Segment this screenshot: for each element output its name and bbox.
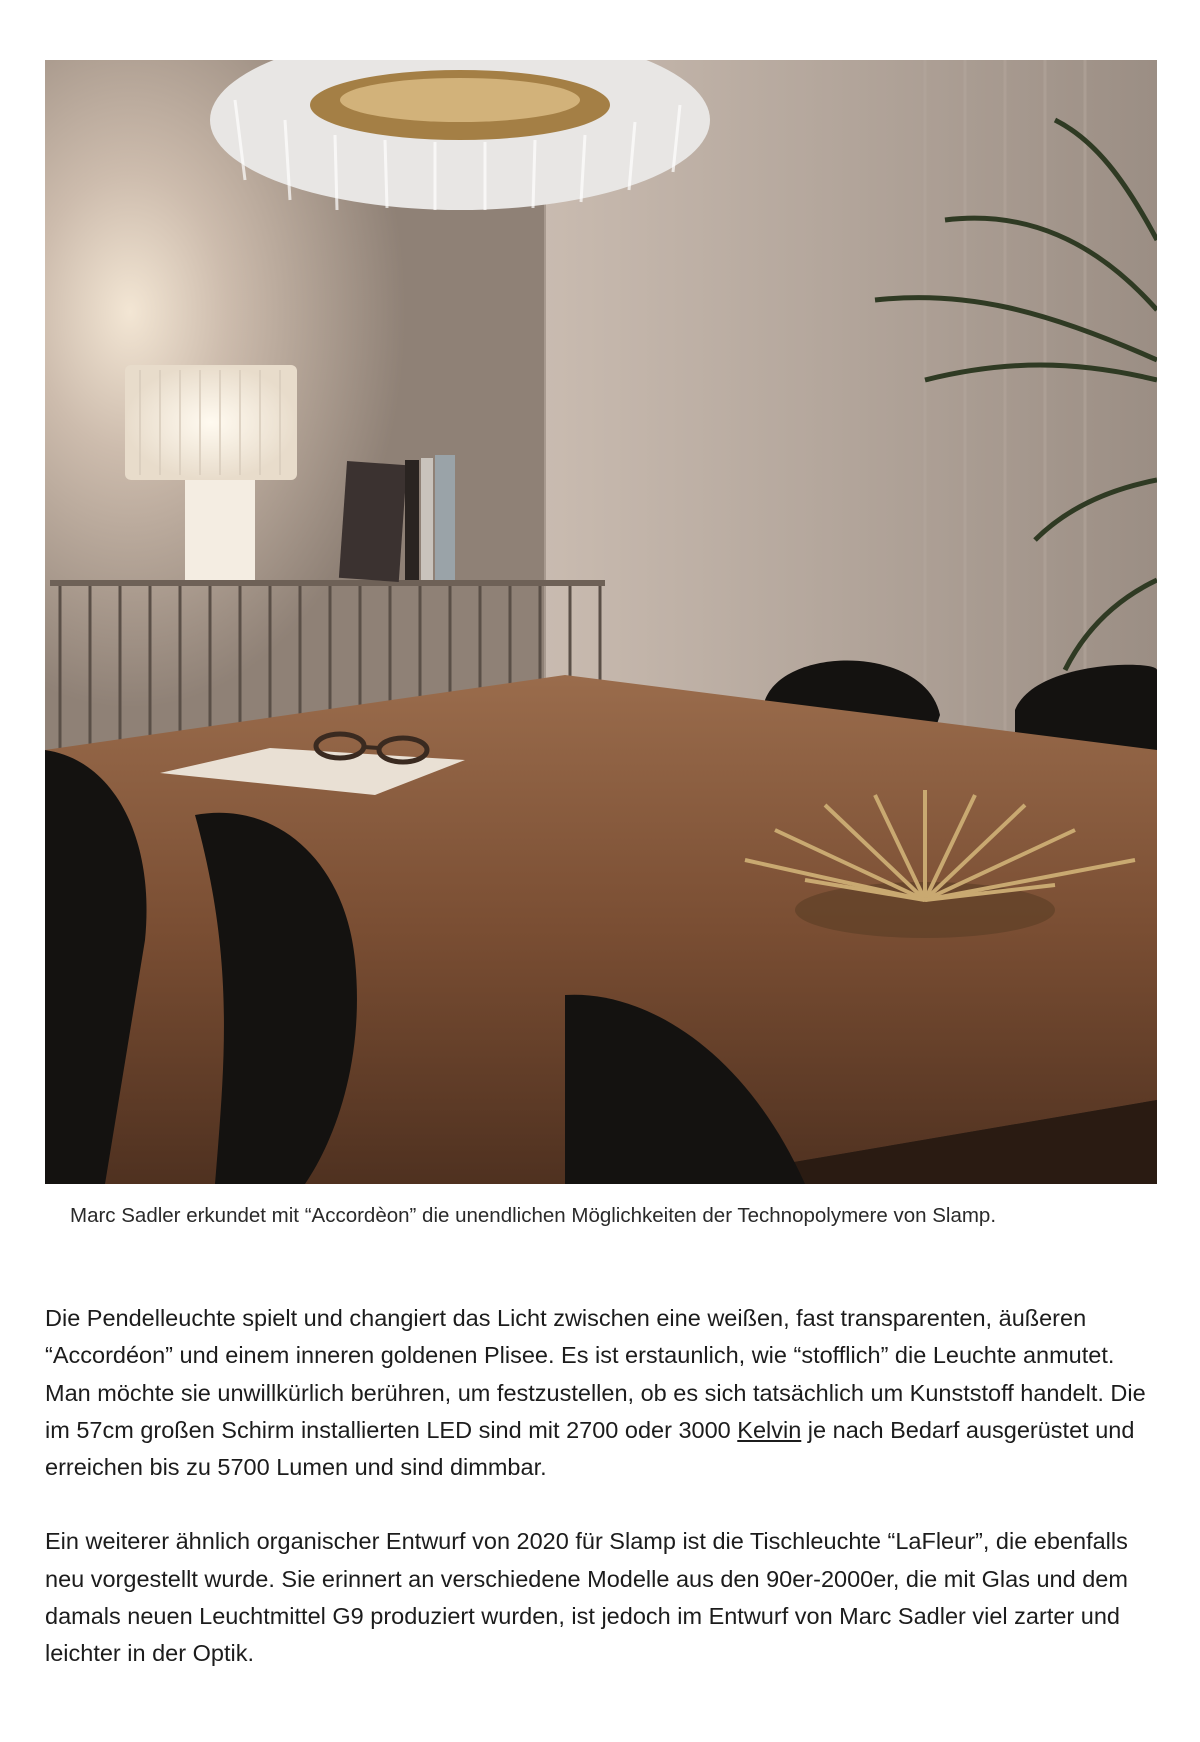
kelvin-link[interactable]: Kelvin: [737, 1416, 802, 1443]
paragraph-1-text-start: Die Pendelleuchte spielt und changiert das Licht zwischen eine weißen, fast transparenten, äußeren “Accordéon” und einem inneren goldenen Plisee. Es ist erstaunlich, wie “stofflich” die Leuchte anmutet. Man möchte sie unwillkürlich berühren, um festzustellen, ob es sich tatsächlich um Kunststoff handelt. Die im 57cm großen Schirm installierten LED sind mit 2700 oder 3000: [45, 1305, 1146, 1443]
article-body: [45, 1300, 1160, 1710]
paragraph-1-text-end: je nach Bedarf ausgerüstet und erreichen bis zu 5700 Lumen und sind dimmbar.: [45, 1416, 1135, 1481]
paragraph-pendant-lamp: [45, 1300, 1160, 1486]
photo-illustration: [45, 60, 1157, 1184]
paragraph-lafleur: Ein weiterer ähnlich organischer Entwurf von 2020 für Slamp ist die Tischleuchte “LaFleur”, die ebenfalls neu vorgestellt wurde. Sie erinnert an verschiedene Modelle aus den 90er-2000er, die mit Glas und dem damals neuen Leuchtmittel G9 produziert wurden, ist jedoch im Entwurf von Marc Sadler viel zarter und leichter in der Optik.: [45, 1528, 1128, 1667]
books: [339, 455, 455, 582]
photo-caption: Marc Sadler erkundet mit “Accordèon” die unendlichen Möglichkeiten der Technopolymere von Slamp.: [70, 1204, 997, 1227]
article-photo: [45, 60, 1157, 1184]
